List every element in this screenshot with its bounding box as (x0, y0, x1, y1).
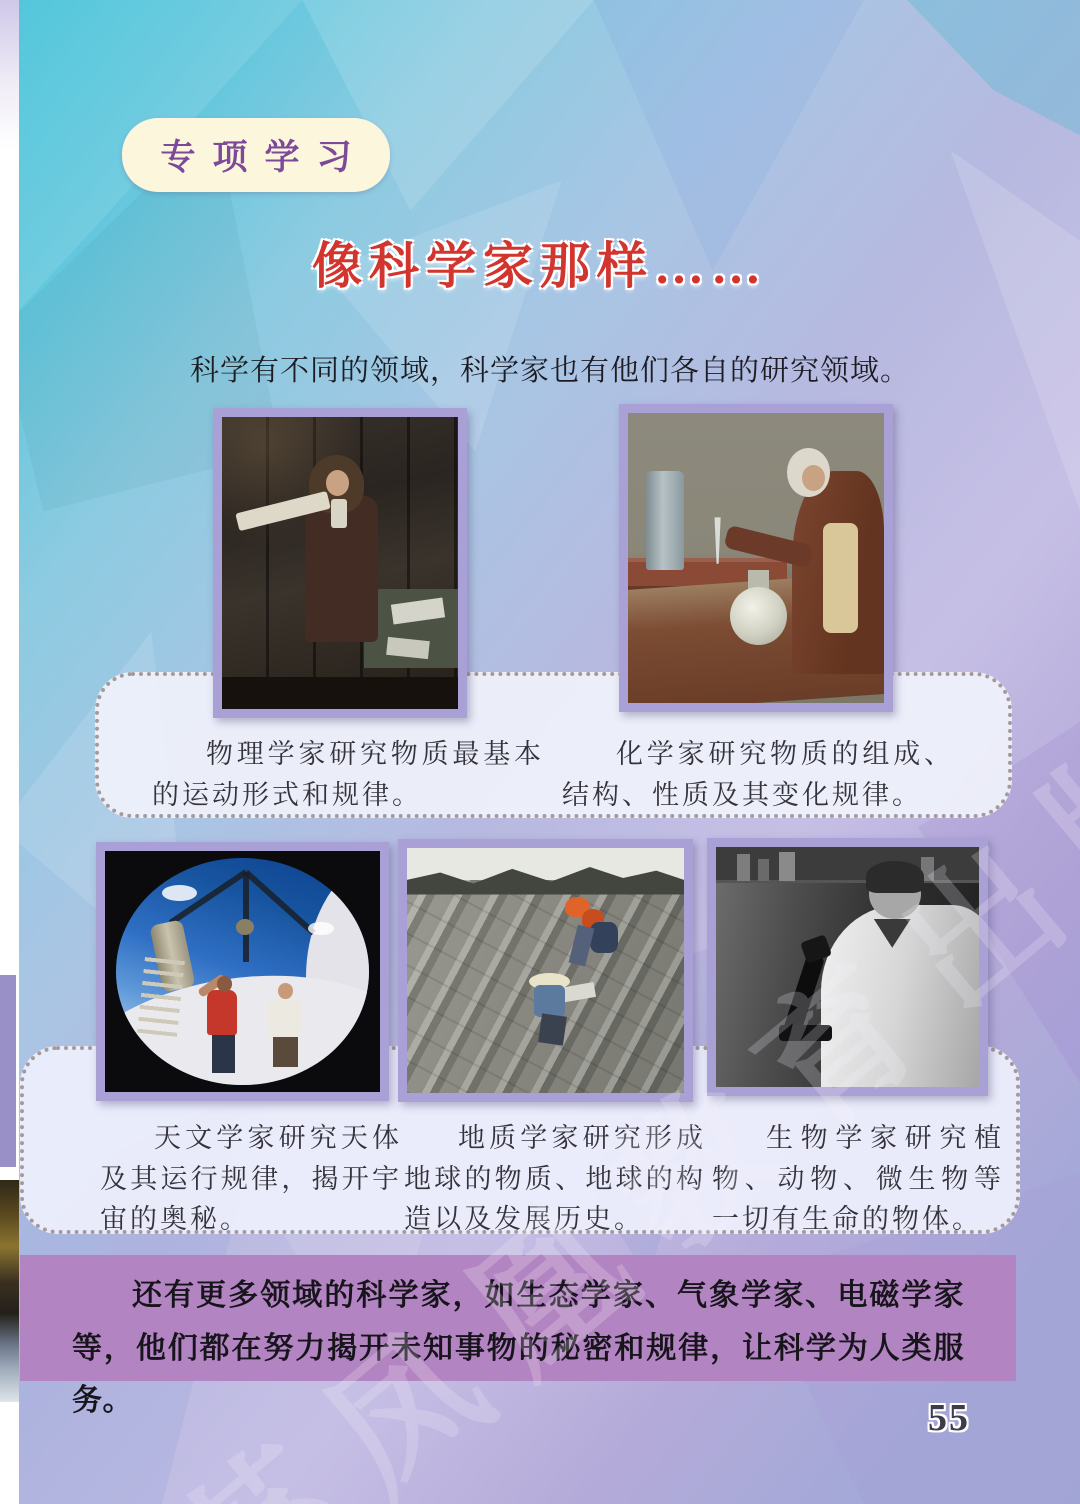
figure-geologist (398, 839, 693, 1102)
astronomer-fisheye-image (105, 851, 380, 1092)
summary-bar (20, 1255, 1016, 1417)
page-binding-edge (0, 0, 19, 1504)
geologist-fieldwork-image (407, 848, 684, 1093)
physicist-painting-image (222, 417, 458, 709)
biologist-microscope-image (716, 847, 979, 1087)
section-badge-label: 专项学习 (160, 138, 369, 177)
figure-physicist (213, 408, 467, 718)
figure-astronomer (96, 842, 389, 1101)
caption-geologist: 地质学家研究形成地球的物质、地球的构造以及发展历史。 (404, 1123, 706, 1234)
figure-biologist (707, 838, 988, 1096)
caption-biologist: 生物学家研究植物、动物、微生物等一切有生命的物体。 (712, 1123, 1004, 1234)
intro-text: 科学有不同的领域，科学家也有他们各自的研究领域。 (189, 355, 910, 387)
binding-photo-sliver (0, 1180, 19, 1402)
section-badge (122, 118, 390, 192)
chemist-engraving-image (628, 413, 884, 703)
page-number: 55 (928, 1397, 970, 1439)
page-title: 像科学家那样…… (312, 238, 768, 294)
caption-physicist: 物理学家研究物质最基本的运动形式和规律。 (152, 739, 544, 810)
caption-chemist: 化学家研究物质的组成、结构、性质及其变化规律。 (562, 739, 954, 810)
binding-purple-strip (0, 975, 16, 1167)
caption-astronomer: 天文学家研究天体及其运行规律，揭开宇宙的奥秘。 (100, 1123, 402, 1234)
figure-chemist (619, 404, 893, 712)
binding-gradient (0, 0, 19, 150)
summary-text: 还有更多领域的科学家，如生态学家、气象学家、电磁学家等，他们都在努力揭开未知事物的秘密和规律，让科学为人类服务。 (72, 1279, 964, 1417)
